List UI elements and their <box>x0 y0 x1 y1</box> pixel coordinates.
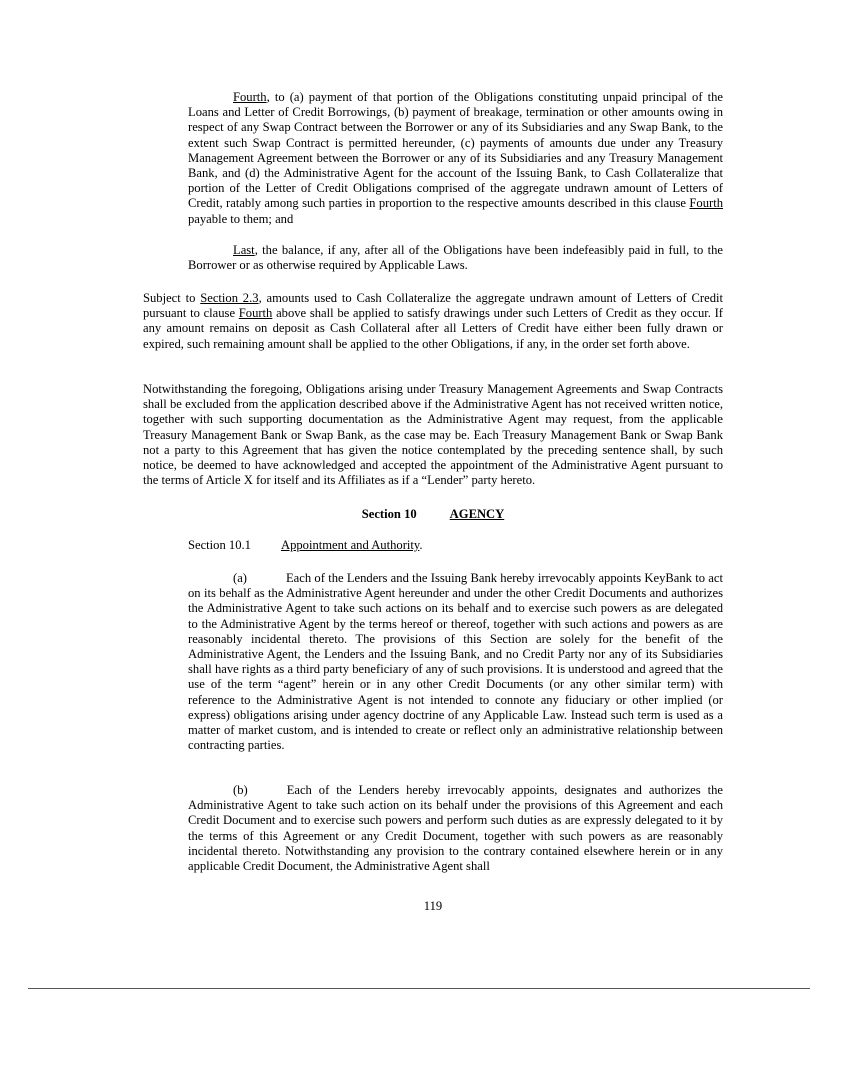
section-heading-label: Section 10 <box>361 507 417 521</box>
clause-fourth-heading: Fourth <box>233 90 267 104</box>
paragraph-notwithstanding <box>143 382 723 488</box>
paragraph-last-text: , the balance, if any, after all of the Obligations have been indefeasibly paid in full, to the Borrower or as otherwise required by Applicable Laws. <box>188 243 723 273</box>
clause-last-heading: Last <box>233 243 255 257</box>
paragraph-subject-text-2: , amounts used to Cash Collateralize the aggregate undrawn amount of Letters of Credit pursuant to clause <box>143 291 724 321</box>
section-10-heading <box>143 507 723 522</box>
paragraph-fourth-text-1: , to (a) payment of that portion of the Obligations constituting unpaid principal of the Loans and Letter of Credit Borrowings, (b) payment of breakage, termination or other amounts owing in respect of any Swap Contract between the Borrower or any of its Subsidiaries and any Swap Bank, to the extent such Swap Contract is permitted hereunder, (c) payments of amounts due under any Treasury Management Agreement between the Borrower or any of its Subsidiaries and any Treasury Management Bank, and (d) the Administrative Agent for the account of the Issuing Bank, to Cash Collateralize that portion of the Letter of Credit Obligations comprised of the aggregate undrawn amount of Letters of Credit, ratably among such parties in proportion to the respective amounts described in this clause <box>188 90 723 211</box>
clause-fourth-reference: Fourth <box>689 196 723 211</box>
subsection-title: Appointment and Authority <box>280 538 420 552</box>
item-b-text: Each of the Lenders hereby irrevocably appoints, designates and authorizes the Administrative Agent to take such action on its behalf under the provisions of this Agreement and each Credit Document and to exercise such powers and perform such duties as are expressly delegated to it by the terms of this Agreement or any Credit Document, together with such powers as are reasonably incidental thereto. Notwithstanding any provision to the contrary contained elsewhere herein or in any applicable Credit Document, the Administrative Agent shall <box>188 783 723 874</box>
paragraph-subject-text-3: above shall be applied to satisfy drawings under such Letters of Credit as they occur. If any amount remains on deposit as Cash Collateral after all Letters of Credit have either been fully drawn or expired, such remaining amount shall be applied to the other Obligations, if any, in the order set forth above. <box>143 306 723 351</box>
subsection-label: Section 10.1 <box>188 538 251 552</box>
item-a <box>188 571 723 753</box>
paragraph-subject-to <box>143 291 723 352</box>
paragraph-notwithstanding-text: Notwithstanding the foregoing, Obligations arising under Treasury Management Agreements and Swap Contracts shall be excluded from the application described above if the Administrative Agent has not received written notice, together with such supporting documentation as the Administrative Agent may request, from the applicable Treasury Management Bank or Swap Bank, as the case may be. Each Treasury Management Bank or Swap Bank not a party to this Agreement that has given the notice contemplated by the preceding sentence shall, by such notice, be deemed to have acknowledged and accepted the appointment of the Administrative Agent pursuant to the terms of Article X for itself and its Affiliates as if a “Lender” party hereto. <box>143 382 723 488</box>
footer-divider <box>28 988 810 989</box>
paragraph-fourth <box>188 90 723 227</box>
paragraph-fourth-text-2: payable to them; and <box>188 211 294 226</box>
section-2-3-reference: Section 2.3 <box>200 291 259 305</box>
subsection-trailing-period: . <box>419 538 423 552</box>
section-heading-title: AGENCY <box>449 507 505 521</box>
section-10-1-heading <box>188 538 423 553</box>
item-b-label: (b) <box>233 783 248 797</box>
paragraph-subject-text-1: Subject to <box>143 291 201 305</box>
item-b <box>188 783 723 874</box>
item-a-label: (a) <box>233 571 247 585</box>
item-a-text: Each of the Lenders and the Issuing Bank hereby irrevocably appoints KeyBank to act on its behalf as the Administrative Agent hereunder and under the other Credit Documents and authorizes the Administrative Agent to take such actions on its behalf and to exercise such powers as are delegated to the Administrative Agent by the terms hereof or thereof, together with such actions and powers as are reasonably incidental thereto. The provisions of this Section are solely for the benefit of the Administrative Agent, the Lenders and the Issuing Bank, and no Credit Party nor any of its Subsidiaries shall have rights as a third party beneficiary of any of such provisions. It is understood and agreed that the use of the term “agent” herein or in any other Credit Documents (or any other similar term) with reference to the Administrative Agent is not intended to connote any fiduciary or other implied (or express) obligations arising under agency doctrine of any Applicable Law. Instead such term is used as a matter of market custom, and is intended to create or reflect only an administrative relationship between contracting parties. <box>188 571 723 753</box>
page-number: 119 <box>423 899 443 913</box>
paragraph-last <box>188 243 723 273</box>
clause-fourth-reference: Fourth <box>238 306 273 321</box>
